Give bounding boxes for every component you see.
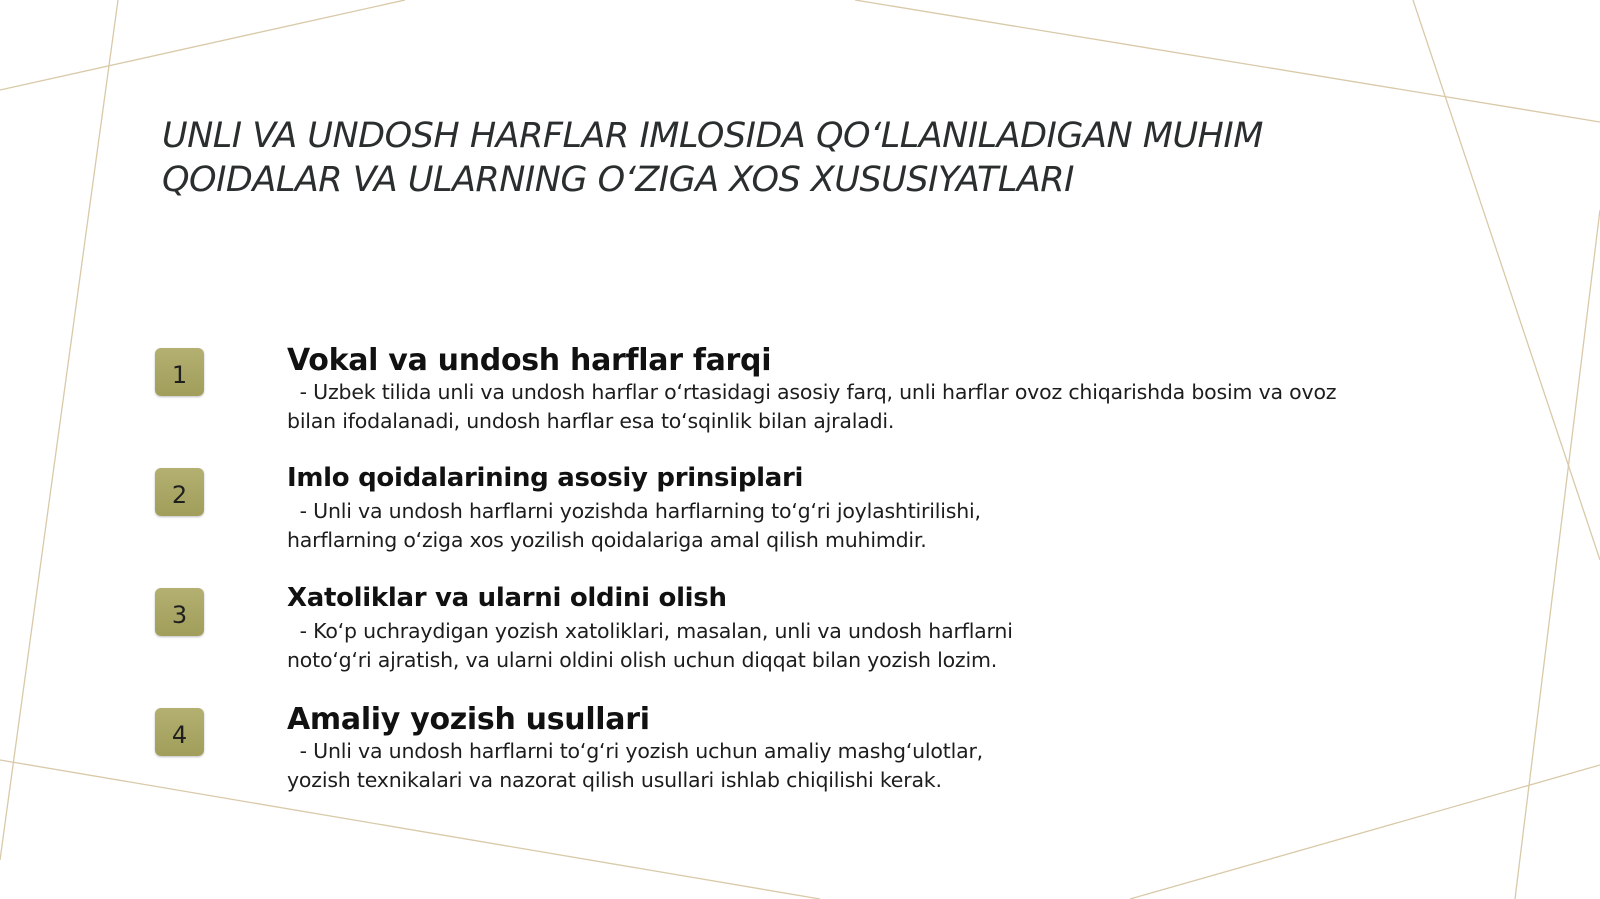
item-heading: Vokal va undosh harflar farqi bbox=[287, 343, 772, 378]
deco-line bbox=[1515, 210, 1600, 899]
deco-line bbox=[855, 0, 1600, 122]
item-heading: Imlo qoidalarining asosiy prinsiplari bbox=[287, 463, 804, 493]
title-line: QOIDALAR VA ULARNING O‘ZIGA XOS XUSUSIYATLARI bbox=[162, 160, 1074, 200]
deco-line bbox=[0, 0, 405, 90]
item-description bbox=[287, 737, 983, 795]
title-line: UNLI VA UNDOSH HARFLAR IMLOSIDA QO‘LLANILADIGAN MUHIM bbox=[162, 116, 1263, 156]
item-heading: Amaliy yozish usullari bbox=[287, 702, 650, 737]
description-line: bilan ifodalanadi, undosh harflar esa to‘sqinlik bilan ajraladi. bbox=[287, 409, 895, 433]
description-line: - Ko‘p uchraydigan yozish xatoliklari, masalan, unli va undosh harflarni bbox=[287, 619, 1013, 643]
description-line: harflarning o‘ziga xos yozilish qoidalariga amal qilish muhimdir. bbox=[287, 528, 927, 552]
number-badge: 2 bbox=[155, 468, 204, 516]
item-description bbox=[287, 497, 981, 555]
number-badge: 3 bbox=[155, 588, 204, 636]
description-line: noto‘g‘ri ajratish, va ularni oldini olish uchun diqqat bilan yozish lozim. bbox=[287, 648, 998, 672]
page-title bbox=[162, 114, 1412, 202]
description-line: - Unli va undosh harflarni to‘g‘ri yozish uchun amaliy mashg‘ulotlar, bbox=[287, 739, 984, 763]
item-heading: Xatoliklar va ularni oldini olish bbox=[287, 583, 727, 613]
number-badge: 1 bbox=[155, 348, 204, 396]
item-description bbox=[287, 378, 1336, 436]
description-line: yozish texnikalari va nazorat qilish usullari ishlab chiqilishi kerak. bbox=[287, 768, 942, 792]
deco-line bbox=[1413, 0, 1600, 560]
number-badge: 4 bbox=[155, 708, 204, 756]
item-description bbox=[287, 617, 1013, 675]
deco-line bbox=[0, 0, 118, 860]
description-line: - Uzbek tilida unli va undosh harflar o‘rtasidagi asosiy farq, unli harflar ovoz chiqarishda bosim va ovoz bbox=[287, 380, 1337, 404]
description-line: - Unli va undosh harflarni yozishda harflarning to‘g‘ri joylashtirilishi, bbox=[287, 499, 981, 523]
deco-line bbox=[1130, 765, 1600, 899]
